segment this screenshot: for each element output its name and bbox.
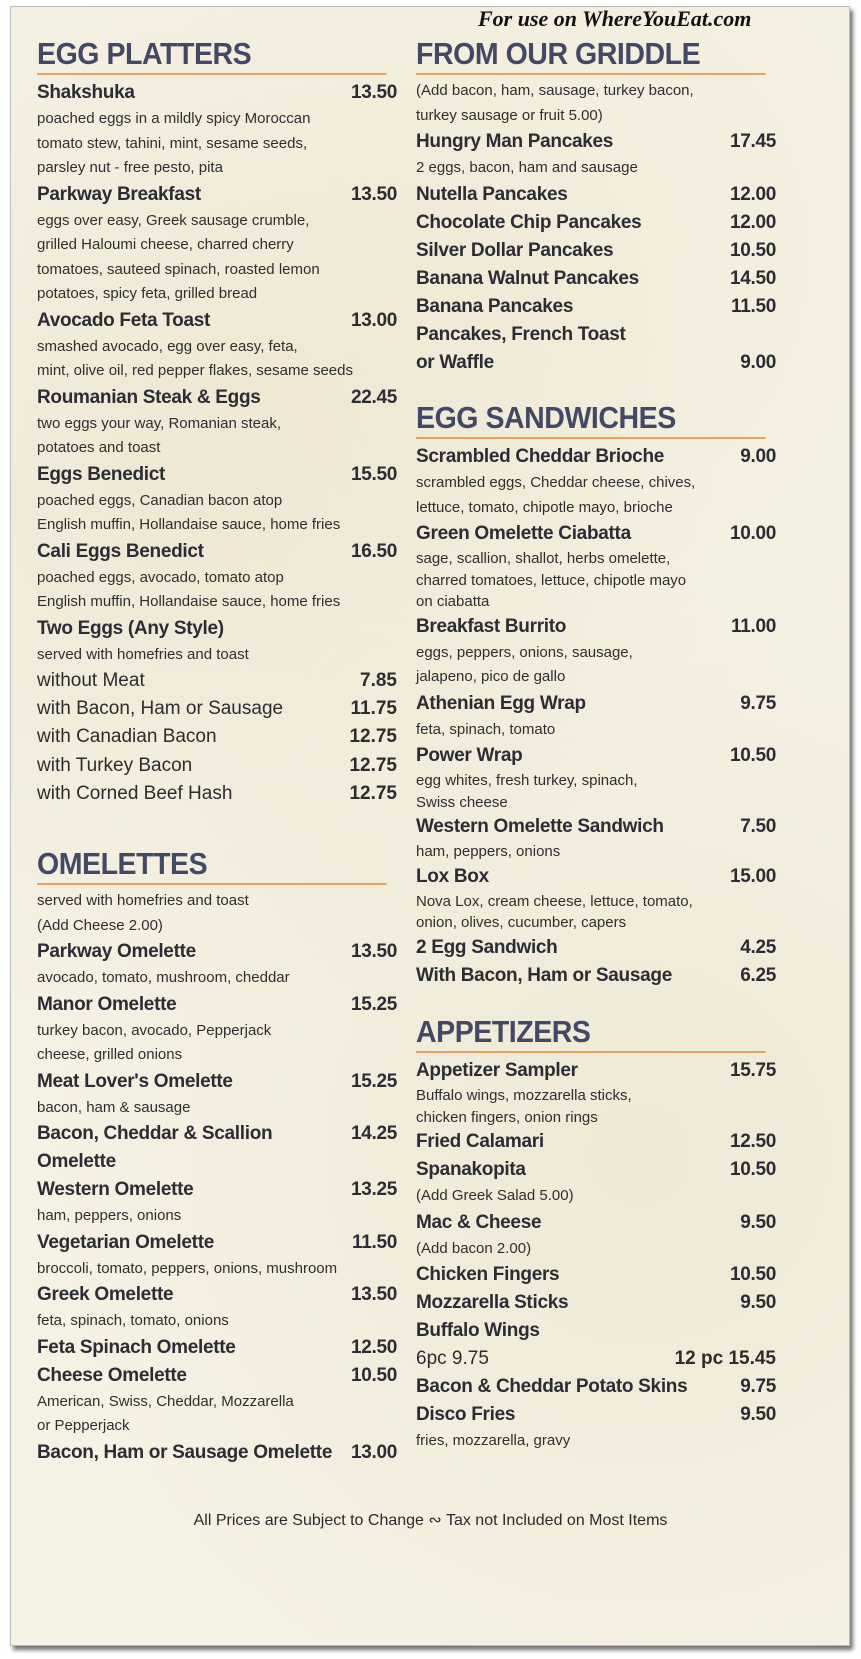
menu-item <box>37 1439 397 1467</box>
item-price: 12.75 <box>349 782 397 804</box>
menu-item <box>416 293 776 321</box>
item-price: 14.25 <box>350 1123 397 1144</box>
item-price: 12.75 <box>349 754 397 776</box>
item-name: With Bacon, Ham or Sausage <box>416 964 672 986</box>
menu-item <box>416 1156 776 1184</box>
item-price: 13.50 <box>350 941 397 962</box>
item-description: scrambled eggs, Cheddar cheese, chives, <box>416 474 696 491</box>
item-price: 10.50 <box>350 1364 397 1386</box>
menu-item <box>37 384 397 412</box>
item-price: 9.50 <box>740 1211 776 1233</box>
menu-item <box>416 1401 776 1429</box>
item-description: two eggs your way, Romanian steak, <box>37 414 282 432</box>
item-price: 14.50 <box>729 267 776 289</box>
item-name: Parkway Breakfast <box>37 183 201 205</box>
menu-item <box>416 1209 776 1237</box>
item-description: 2 eggs, bacon, ham and sausage <box>416 159 638 176</box>
menu-item <box>37 615 397 643</box>
item-name: with Turkey Bacon <box>37 754 193 776</box>
section-egg-platters <box>37 37 397 808</box>
item-price: 10.00 <box>729 523 776 544</box>
item-name: with Canadian Bacon <box>37 726 217 748</box>
item-description: American, Swiss, Cheddar, Mozzarella <box>37 1392 294 1410</box>
menu-item <box>37 307 397 335</box>
item-price: 9.75 <box>740 1376 776 1398</box>
item-price: 11.50 <box>731 295 776 317</box>
item-description: Buffalo wings, mozzarella sticks, <box>416 1087 632 1104</box>
item-price: 15.25 <box>350 993 397 1015</box>
item-name: Shakshuka <box>37 82 135 103</box>
section-heading: EGG SANDWICHES <box>416 401 766 439</box>
section-heading: FROM OUR GRIDDLE <box>416 37 766 75</box>
menu-item <box>37 1068 397 1096</box>
item-description: Swiss cheese <box>416 793 508 811</box>
item-name: Nutella Pancakes <box>416 183 568 205</box>
item-name: with Bacon, Ham or Sausage <box>37 698 284 720</box>
menu-item <box>416 181 776 209</box>
item-name: Banana Walnut Pancakes <box>416 267 639 289</box>
item-price: 9.00 <box>740 446 776 467</box>
menu-rows <box>416 79 776 377</box>
item-description: avocado, tomato, mushroom, cheddar <box>37 969 290 986</box>
item-name: Manor Omelette <box>37 993 177 1015</box>
section-heading: EGG PLATTERS <box>37 37 387 75</box>
item-name: Banana Pancakes <box>416 295 574 317</box>
item-description: ham, peppers, onions <box>416 843 561 860</box>
menu-item <box>416 1345 776 1373</box>
item-name: Bacon & Cheddar Potato Skins <box>416 1376 688 1398</box>
item-description: served with homefries and toast <box>37 645 249 663</box>
item-name: Bacon, Ham or Sausage Omelette <box>37 1441 333 1463</box>
item-price: 12.75 <box>349 726 397 748</box>
item-description: fries, mozzarella, gravy <box>416 1432 571 1450</box>
menu-item <box>416 128 776 156</box>
menu-item <box>37 79 397 107</box>
item-name: 6pc 9.75 <box>416 1348 489 1369</box>
item-name: Eggs Benedict <box>37 463 166 485</box>
item-price: 11.00 <box>731 615 776 637</box>
menu-item <box>416 1373 776 1401</box>
item-description: bacon, ham & sausage <box>37 1098 191 1116</box>
menu-item <box>416 443 776 471</box>
item-name: or Waffle <box>416 351 494 373</box>
menu-item <box>416 1317 776 1345</box>
item-description: charred tomatoes, lettuce, chipotle mayo <box>416 571 687 589</box>
item-price: 13.50 <box>350 82 397 103</box>
item-name: Bacon, Cheddar & Scallion Omelette <box>37 1123 273 1172</box>
footer-note: All Prices are Subject to Change ∾ Tax not Included on Most Items <box>193 1512 668 1529</box>
item-name: with Corned Beef Hash <box>37 782 233 804</box>
menu-rows <box>416 1057 776 1454</box>
item-description: Nova Lox, cream cheese, lettuce, tomato, <box>416 892 693 910</box>
item-price: 7.50 <box>740 816 776 837</box>
item-name: Cali Eggs Benedict <box>37 540 204 562</box>
item-price: 15.00 <box>729 865 776 887</box>
item-description: eggs, peppers, onions, sausage, <box>416 643 633 661</box>
item-description: smashed avocado, egg over easy, feta, <box>37 337 298 355</box>
item-price: 10.50 <box>729 1159 776 1180</box>
section-heading: APPETIZERS <box>416 1015 766 1053</box>
menu-item <box>416 690 776 718</box>
menu-item <box>416 742 776 770</box>
item-description: egg whites, fresh turkey, spinach, <box>416 772 638 789</box>
item-name: Scrambled Cheddar Brioche <box>416 446 665 467</box>
menu-rows <box>37 79 397 808</box>
menu-item <box>416 613 776 641</box>
item-price: 12.00 <box>729 183 776 205</box>
menu-item <box>37 667 397 695</box>
item-description: (Add bacon 2.00) <box>416 1239 532 1257</box>
item-description: poached eggs in a mildly spicy Moroccan <box>37 110 311 127</box>
item-price: 9.75 <box>740 692 776 714</box>
item-price: 9.50 <box>740 1404 776 1426</box>
item-price: 7.85 <box>360 670 397 691</box>
menu-item <box>416 813 776 841</box>
menu-item <box>416 934 776 962</box>
item-description: chicken fingers, onion rings <box>416 1108 598 1126</box>
item-name: 2 Egg Sandwich <box>416 936 558 958</box>
menu-item <box>37 780 397 808</box>
item-description: potatoes and toast <box>37 439 161 456</box>
section-appetizers <box>416 1015 776 1454</box>
item-name: Cheese Omelette <box>37 1364 187 1386</box>
menu-item <box>416 1057 776 1085</box>
item-price: 10.50 <box>729 745 776 766</box>
menu-item <box>37 538 397 566</box>
menu-item <box>37 1120 397 1176</box>
item-price: 13.50 <box>350 1284 397 1305</box>
menu-rows <box>416 443 776 990</box>
item-description: English muffin, Hollandaise sauce, home fries <box>37 516 341 533</box>
item-name: Athenian Egg Wrap <box>416 692 586 714</box>
item-description: (Add bacon, ham, sausage, turkey bacon, <box>416 82 694 99</box>
menu-item <box>416 863 776 891</box>
item-description: or Pepperjack <box>37 1417 130 1434</box>
item-name: Vegetarian Omelette <box>37 1231 214 1253</box>
item-description: turkey bacon, avocado, Pepperjack <box>37 1021 272 1039</box>
item-name: Silver Dollar Pancakes <box>416 239 614 261</box>
item-description: sage, scallion, shallot, herbs omelette, <box>416 550 671 567</box>
menu-item <box>37 723 397 751</box>
item-description: served with homefries and toast <box>37 892 249 909</box>
item-description: poached eggs, Canadian bacon atop <box>37 491 283 509</box>
menu-item <box>37 991 397 1019</box>
item-name: Breakfast Burrito <box>416 615 567 637</box>
item-description: broccoli, tomato, peppers, onions, mushroom <box>37 1259 338 1277</box>
menu-item <box>416 237 776 265</box>
item-description: tomatoes, sauteed spinach, roasted lemon <box>37 260 320 278</box>
menu-item <box>416 1261 776 1289</box>
item-name: Meat Lover's Omelette <box>37 1070 233 1092</box>
item-price: 12.50 <box>350 1336 397 1358</box>
item-price: 6.25 <box>740 964 776 986</box>
item-name: Mozzarella Sticks <box>416 1292 569 1313</box>
item-price: 9.50 <box>740 1292 776 1313</box>
item-name: Avocado Feta Toast <box>37 309 211 331</box>
item-name: Fried Calamari <box>416 1131 544 1152</box>
item-price: 12.00 <box>729 211 776 233</box>
menu-item <box>37 695 397 723</box>
item-description: English muffin, Hollandaise sauce, home fries <box>37 593 341 610</box>
item-name: Feta Spinach Omelette <box>37 1336 236 1358</box>
item-description: tomato stew, tahini, mint, sesame seeds, <box>37 134 308 152</box>
item-description: turkey sausage or fruit 5.00) <box>416 106 603 124</box>
menu-item <box>37 1281 397 1309</box>
menu-item <box>37 461 397 489</box>
menu-item <box>37 1334 397 1362</box>
item-price: 10.50 <box>729 1264 776 1285</box>
menu-item <box>37 1176 397 1204</box>
item-description: onion, olives, cucumber, capers <box>416 914 627 931</box>
menu-item <box>416 1289 776 1317</box>
item-name: Chicken Fingers <box>416 1264 560 1285</box>
item-name: Power Wrap <box>416 745 523 766</box>
item-name: Western Omelette Sandwich <box>416 816 664 837</box>
item-name: Appetizer Sampler <box>416 1060 578 1081</box>
item-name: Spanakopita <box>416 1159 526 1180</box>
item-price: 13.00 <box>350 1441 397 1463</box>
item-description: feta, spinach, tomato, onions <box>37 1312 229 1329</box>
item-price: 10.50 <box>729 239 776 261</box>
menu-item <box>416 349 776 377</box>
menu-item <box>37 181 397 209</box>
item-price: 15.50 <box>350 463 397 485</box>
item-price: 12.50 <box>729 1131 776 1152</box>
section-omelettes <box>37 847 397 1467</box>
section-heading: OMELETTES <box>37 847 387 885</box>
item-price: 13.00 <box>350 309 397 331</box>
item-description: grilled Haloumi cheese, charred cherry <box>37 236 294 253</box>
section-egg-sandwiches <box>416 401 776 990</box>
item-name: Buffalo Wings <box>416 1320 540 1341</box>
item-description: (Add Cheese 2.00) <box>37 916 163 934</box>
item-name: Parkway Omelette <box>37 941 196 962</box>
item-name: Western Omelette <box>37 1179 194 1200</box>
item-price: 22.45 <box>350 386 397 408</box>
item-description: parsley nut - free pesto, pita <box>37 159 223 176</box>
item-description: lettuce, tomato, chipotle mayo, brioche <box>416 498 673 516</box>
item-description: potatoes, spicy feta, grilled bread <box>37 285 258 302</box>
item-description: ham, peppers, onions <box>37 1207 182 1224</box>
menu-page <box>10 6 850 1646</box>
item-description: cheese, grilled onions <box>37 1046 183 1063</box>
menu-item <box>37 752 397 780</box>
item-name: Mac & Cheese <box>416 1211 542 1233</box>
item-description: feta, spinach, tomato <box>416 720 556 738</box>
item-description: jalapeno, pico de gallo <box>416 668 566 685</box>
item-description: on ciabatta <box>416 593 490 610</box>
item-description: (Add Greek Salad 5.00) <box>416 1187 574 1204</box>
section-griddle <box>416 37 776 377</box>
item-price: 15.75 <box>729 1060 776 1081</box>
item-price: 13.50 <box>350 183 397 205</box>
item-name: Two Eggs (Any Style) <box>37 617 224 639</box>
item-name: Greek Omelette <box>37 1284 174 1305</box>
menu-item <box>37 938 397 966</box>
menu-item <box>416 321 776 349</box>
item-name: Pancakes, French Toast <box>416 323 626 345</box>
menu-rows <box>37 889 397 1467</box>
item-price: 12 pc 15.45 <box>674 1348 776 1369</box>
item-price: 11.50 <box>352 1231 397 1253</box>
item-price: 4.25 <box>740 936 776 958</box>
item-price: 9.00 <box>740 351 776 373</box>
item-description: mint, olive oil, red pepper flakes, sesame seeds <box>37 362 353 379</box>
item-price: 11.75 <box>350 698 397 720</box>
item-price: 16.50 <box>350 540 397 562</box>
item-description: poached eggs, avocado, tomato atop <box>37 568 284 586</box>
menu-item <box>416 1128 776 1156</box>
menu-item <box>37 1362 397 1390</box>
item-name: Disco Fries <box>416 1404 516 1426</box>
menu-item <box>416 962 776 990</box>
item-name: without Meat <box>37 670 145 691</box>
item-name: Lox Box <box>416 865 489 887</box>
menu-item <box>416 520 776 548</box>
item-price: 17.45 <box>729 131 776 152</box>
item-name: Chocolate Chip Pancakes <box>416 211 642 233</box>
menu-item <box>416 265 776 293</box>
item-name: Roumanian Steak & Eggs <box>37 386 261 408</box>
item-name: Green Omelette Ciabatta <box>416 523 631 544</box>
menu-item <box>416 209 776 237</box>
menu-item <box>37 1229 397 1257</box>
item-price: 13.25 <box>350 1179 397 1200</box>
item-price: 15.25 <box>350 1070 397 1092</box>
item-description: eggs over easy, Greek sausage crumble, <box>37 211 310 229</box>
item-name: Hungry Man Pancakes <box>416 131 614 152</box>
watermark: For use on WhereYouEat.com <box>478 6 752 31</box>
